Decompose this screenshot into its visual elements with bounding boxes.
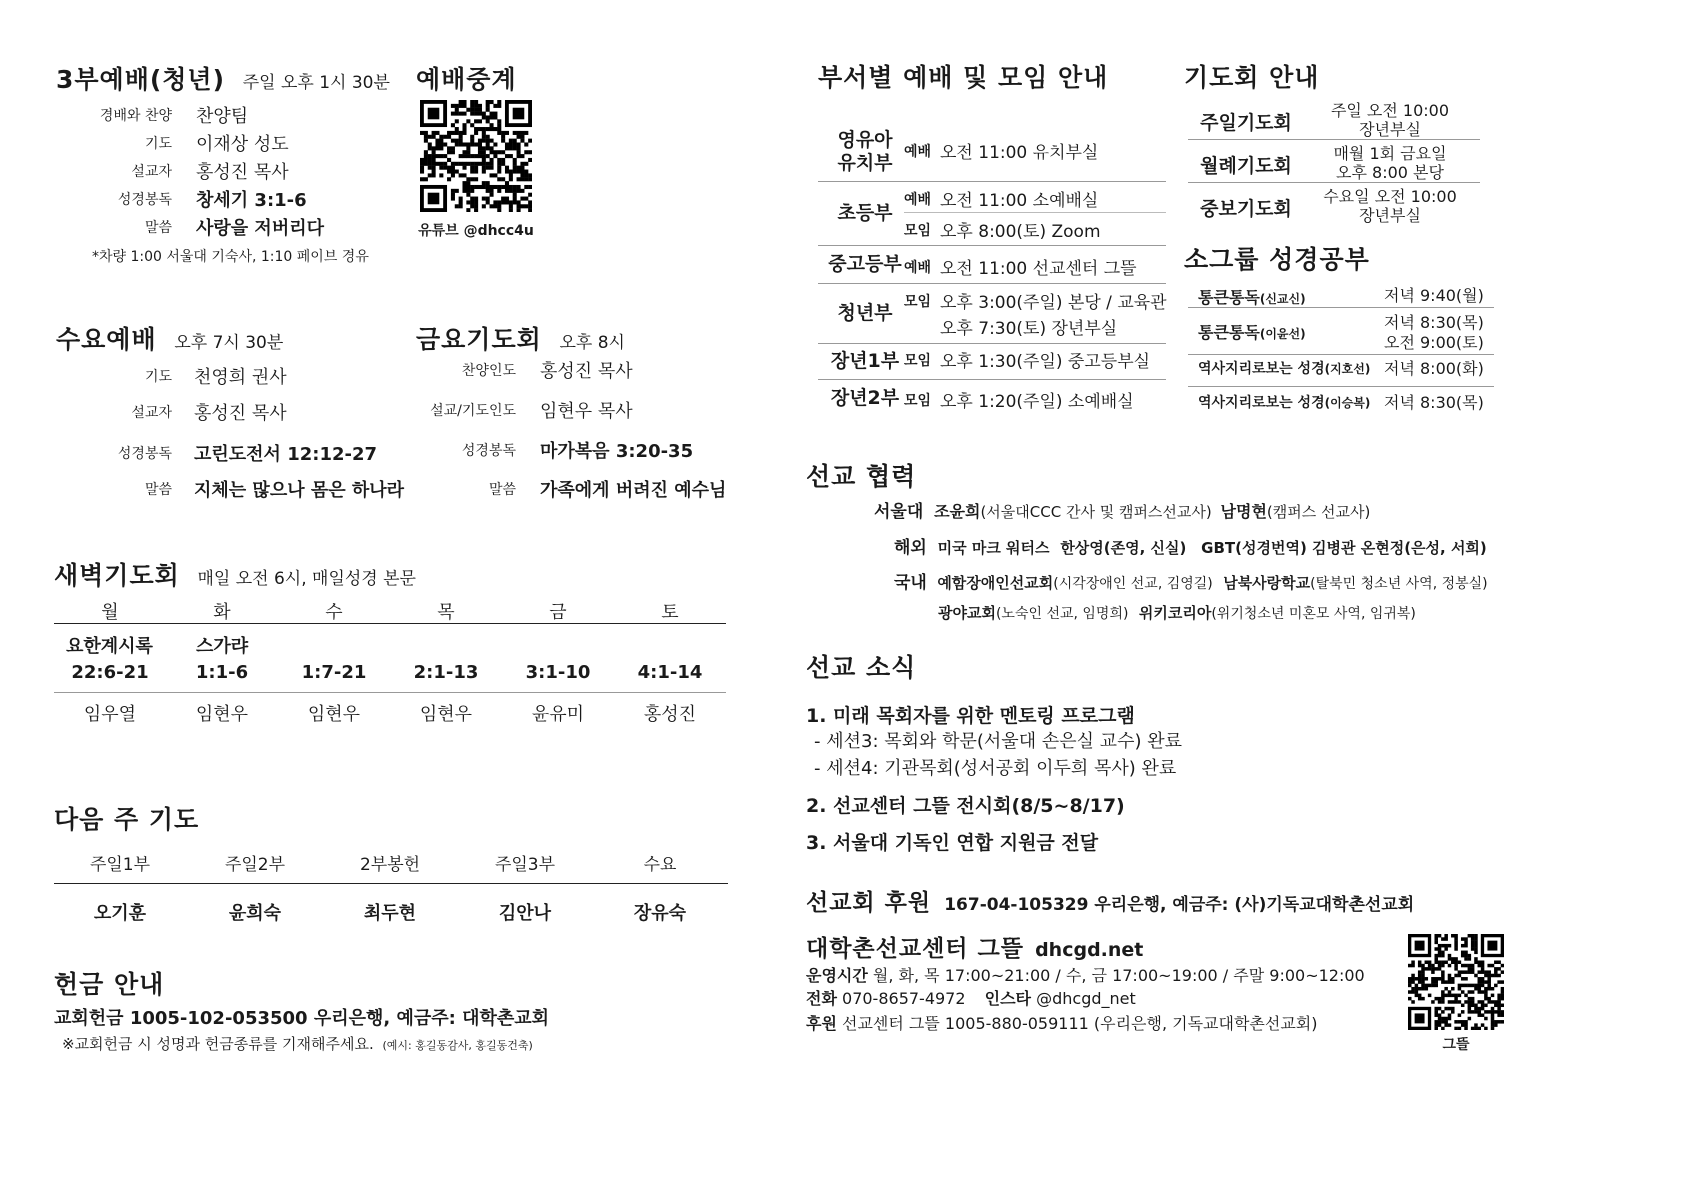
- dawn-day: 월: [101, 602, 119, 623]
- worship3-row-value: 이재상 성도: [196, 134, 289, 155]
- smallgroup-title: 역사지리로보는 성경: [1198, 361, 1325, 377]
- dawn-title: 새벽기도회 매일 오전 6시, 매일성경 본문: [54, 561, 416, 590]
- worship3-row-label: 기도: [144, 136, 172, 152]
- smallgroup-time: 저녁 8:00(화): [1384, 359, 1484, 378]
- wednesday-row-label: 말씀: [144, 482, 172, 498]
- smallgroup-title: 통큰통독: [1198, 323, 1260, 342]
- smallgroup-name: [1198, 392, 1370, 412]
- prayer-place: 장년부실: [1359, 206, 1421, 225]
- wednesday-row-value: 홍성진 목사: [194, 403, 287, 424]
- department-schedule: 오후 1:20(주일) 소예배실: [940, 392, 1134, 412]
- department-schedule: 오전 11:00 소예배실: [940, 191, 1099, 211]
- friday-time: 오후 8시: [559, 333, 625, 353]
- dawn-day: 목: [437, 602, 455, 623]
- department-name: 장년1부: [830, 349, 900, 372]
- dawn-time: 매일 오전 6시, 매일성경 본문: [197, 569, 416, 589]
- prayer-time: 수요일 오전 10:00: [1323, 187, 1457, 206]
- smallgroup-time: 오전 9:00(토): [1384, 333, 1484, 352]
- department-kind: 모임: [904, 353, 932, 369]
- smallgroup-title: 역사지리로보는 성경: [1198, 395, 1325, 411]
- department-kind: 예배: [904, 260, 932, 276]
- smallgroup-leader: (신교신): [1259, 292, 1306, 306]
- dawn-day: 화: [213, 602, 231, 623]
- smallgroup-title: 소그룹 성경공부: [1184, 245, 1370, 274]
- wednesday-row-label: 설교자: [131, 405, 172, 421]
- prayer-time: 주일 오전 10:00: [1330, 101, 1450, 120]
- smallgroup-title: 통큰통독: [1198, 288, 1260, 307]
- friday-row-value: 임현우 목사: [540, 401, 633, 422]
- friday-row-label: 말씀: [488, 482, 516, 498]
- prayer-name: 중보기도회: [1200, 198, 1292, 220]
- broadcast-title: 예배중계: [416, 65, 517, 94]
- department-kind: 예배: [904, 144, 932, 160]
- dawn-leader: 홍성진: [643, 704, 697, 725]
- smallgroup-name: [1198, 320, 1306, 343]
- smallgroup-divider: [1188, 386, 1494, 387]
- dawn-day: 토: [661, 602, 679, 623]
- department-kind: 예배: [904, 192, 932, 208]
- wednesday-title: 수요예배 오후 7시 30분: [56, 325, 284, 354]
- nextweek-service: 주일2부: [224, 855, 286, 875]
- dawn-row-divider: [54, 692, 726, 693]
- worship3-row-label: 말씀: [144, 220, 172, 236]
- worship3-note: *차량 1:00 서울대 기숙사, 1:10 페이브 경유: [92, 249, 369, 265]
- nextweek-divider: [54, 883, 728, 884]
- dawn-day: 금: [549, 602, 567, 623]
- smallgroup-divider: [1188, 354, 1494, 355]
- offering-account: 교회헌금 1005-102-053500 우리은행, 예금주: 대학촌교회: [54, 1008, 550, 1029]
- nextweek-name: 윤희숙: [228, 903, 282, 924]
- friday-row-label: 성경봉독: [461, 443, 516, 459]
- worship3-row-value: 찬양팀: [196, 106, 249, 127]
- nextweek-service: 수요: [643, 855, 677, 875]
- dawn-leader: 윤유미: [531, 704, 585, 725]
- prayer-divider: [1188, 182, 1480, 183]
- news-item-1: 1. 미래 목회자를 위한 멘토링 프로그램: [806, 705, 1135, 727]
- department-schedule: 오전 11:00 유치부실: [940, 143, 1099, 163]
- dawn-leader: 임현우: [419, 704, 473, 725]
- department-name: 청년부: [837, 301, 893, 324]
- nextweek-title: 다음 주 기도: [54, 805, 200, 834]
- wednesday-row-label: 성경봉독: [117, 446, 172, 462]
- center-hours: 운영시간 월, 화, 목 17:00~21:00 / 수, 금 17:00~19:00 / 주말 9:00~12:00: [806, 966, 1365, 985]
- nextweek-name: 오기훈: [93, 903, 147, 924]
- offering-note: ※교회헌금 시 성명과 헌금종류를 기재해주세요. (예시: 홍길동감사, 홍길동건축): [62, 1035, 533, 1053]
- smallgroup-divider: [1188, 307, 1494, 308]
- news-title: 선교 소식: [806, 653, 917, 682]
- friday-row-label: 설교/기도인도: [430, 403, 516, 419]
- wednesday-row-value: 천영희 권사: [194, 367, 287, 388]
- dawn-header-divider: [54, 623, 726, 624]
- smallgroup-time: 저녁 8:30(목): [1384, 313, 1484, 332]
- center-title: 대학촌선교센터 그뜰: [806, 936, 1024, 962]
- dawn-book: 스가랴: [196, 636, 249, 657]
- department-schedule: 오후 7:30(토) 장년부실: [940, 319, 1118, 339]
- friday-row-value: 홍성진 목사: [540, 361, 633, 382]
- prayer-title: 기도회 안내: [1184, 63, 1320, 92]
- department-name: 장년2부: [830, 386, 900, 409]
- center-qr-caption: 그뜰: [1442, 1037, 1470, 1053]
- departments-title: 부서별 예배 및 모임 안내: [818, 63, 1109, 92]
- center-contact: 전화 070-8657-4972 인스타 @dhcgd_net: [806, 989, 1136, 1008]
- broadcast-caption: 유튜브 @dhcc4u: [418, 223, 534, 239]
- offering-title: 헌금 안내: [54, 970, 165, 999]
- friday-row-value: 가족에게 버려진 예수님: [540, 480, 727, 501]
- nextweek-name: 최두현: [363, 903, 417, 924]
- department-name: 초등부: [837, 201, 893, 224]
- dawn-leader: 임현우: [307, 704, 361, 725]
- worship3-title: 3부예배(청년) 주일 오후 1시 30분: [56, 65, 390, 94]
- wednesday-row-label: 기도: [144, 369, 172, 385]
- smallgroup-time: 저녁 8:30(목): [1384, 393, 1484, 412]
- smallgroup-leader: (이승복): [1324, 396, 1371, 410]
- friday-row-label: 찬양인도: [461, 363, 516, 379]
- news-item-3: 3. 서울대 기독인 연합 지원금 전달: [806, 832, 1099, 854]
- prayer-name: 주일기도회: [1200, 112, 1292, 134]
- center-insta[interactable]: @dhcgd_net: [1036, 989, 1136, 1008]
- nextweek-service: 주일1부: [89, 855, 151, 875]
- mission-line-others: 광야교회(노숙인 선교, 임명희) 위키코리아(위기청소년 미혼모 사역, 임귀복): [938, 604, 1416, 622]
- dawn-passage: 3:1-10: [525, 662, 591, 683]
- department-kind: 모임: [904, 393, 932, 409]
- dawn-passage: 1:1-6: [195, 662, 249, 683]
- support-text: 167-04-105329 우리은행, 예금주: (사)기독교대학촌선교회: [944, 895, 1415, 915]
- prayer-place: 장년부실: [1359, 120, 1421, 139]
- center-sponsor: 후원 선교센터 그뜰 1005-880-059111 (우리은행, 기독교대학촌선교회): [806, 1014, 1318, 1033]
- nextweek-name: 장유숙: [633, 903, 687, 924]
- offering-note-example: (예시: 홍길동감사, 홍길동건축): [382, 1039, 533, 1052]
- prayer-divider: [1188, 139, 1480, 140]
- nextweek-service: 2부봉헌: [359, 855, 421, 875]
- prayer-name: 월례기도회: [1200, 155, 1292, 177]
- department-kind: 모임: [904, 223, 932, 239]
- dawn-passage: 4:1-14: [637, 662, 703, 683]
- worship3-row-value: 창세기 3:1-6: [196, 190, 307, 211]
- nextweek-service: 주일3부: [494, 855, 556, 875]
- worship3-time: 주일 오후 1시 30분: [242, 73, 390, 93]
- department-subdivider: [904, 212, 1166, 213]
- department-schedule: 오후 3:00(주일) 본당 / 교육관: [940, 293, 1167, 313]
- mission-line-overseas: 해외 미국 마크 워터스 한상영(존영, 신실) GBT(성경번역) 김병관 온현정(은성, 서희): [894, 538, 1487, 558]
- smallgroup-name: [1198, 285, 1306, 308]
- smallgroup-leader: (이윤선): [1259, 327, 1306, 341]
- dawn-passage: 1:7-21: [301, 662, 367, 683]
- nextweek-name: 김안나: [498, 903, 552, 924]
- news-sub-1: - 세션3: 목회와 학문(서울대 손은실 교수) 완료: [814, 731, 1182, 752]
- news-sub-2: - 세션4: 기관목회(성서공회 이두희 목사) 완료: [814, 758, 1177, 779]
- worship3-row-label: 성경봉독: [117, 192, 172, 208]
- department-schedule: 오전 11:00 선교센터 그뜰: [940, 259, 1137, 279]
- department-schedule: 오후 8:00(토) Zoom: [940, 222, 1101, 242]
- dawn-passage: 2:1-13: [413, 662, 479, 683]
- news-item-2: 2. 선교센터 그뜰 전시회(8/5~8/17): [806, 795, 1125, 817]
- wednesday-row-value: 지체는 많으나 몸은 하나라: [194, 480, 405, 501]
- smallgroup-name: [1198, 358, 1370, 378]
- worship3-row-value: 홍성진 목사: [196, 162, 289, 183]
- dawn-leader: 임우열: [83, 704, 137, 725]
- support-line: [806, 884, 1414, 917]
- broadcast-qr-code[interactable]: [420, 100, 532, 212]
- worship3-row-label: 경배와 찬양: [99, 108, 172, 124]
- smallgroup-time: 저녁 9:40(월): [1384, 286, 1484, 305]
- mission-line-domestic: 국내 예함장애인선교회(시각장애인 선교, 김영길) 남북사랑학교(탈북민 청소년 사역, 정봉실): [894, 573, 1488, 593]
- dawn-day: 수: [325, 602, 343, 623]
- center-qr-code[interactable]: [1408, 934, 1504, 1030]
- worship3-row-value: 사랑을 저버리다: [196, 218, 324, 239]
- dawn-leader: 임현우: [195, 704, 249, 725]
- center-header: [806, 930, 1143, 963]
- smallgroup-leader: (지호선): [1324, 362, 1371, 376]
- mission-line-snu: 서울대 조윤희(서울대CCC 간사 및 캠퍼스선교사) 남명현(캠퍼스 선교사): [874, 502, 1371, 522]
- dawn-passage: 22:6-21: [71, 662, 149, 683]
- support-title: 선교회 후원: [806, 890, 932, 916]
- department-kind: 모임: [904, 294, 932, 310]
- department-name: 중고등부: [828, 252, 902, 275]
- center-site[interactable]: dhcgd.net: [1035, 939, 1144, 961]
- department-schedule: 오후 1:30(주일) 중고등부실: [940, 352, 1151, 372]
- friday-row-value: 마가복음 3:20-35: [540, 441, 694, 462]
- prayer-place: 오후 8:00 본당: [1336, 163, 1444, 182]
- department-name: 영유아 유치부: [837, 129, 893, 174]
- center-phone[interactable]: 070-8657-4972: [842, 989, 966, 1008]
- prayer-time: 매월 1회 금요일: [1333, 144, 1447, 163]
- worship3-row-label: 설교자: [131, 164, 172, 180]
- wednesday-row-value: 고린도전서 12:12-27: [194, 444, 378, 465]
- dawn-book: 요한계시록: [66, 636, 153, 657]
- wednesday-time: 오후 7시 30분: [174, 333, 284, 353]
- friday-title: 금요기도회 오후 8시: [416, 325, 625, 354]
- mission-title: 선교 협력: [806, 462, 917, 491]
